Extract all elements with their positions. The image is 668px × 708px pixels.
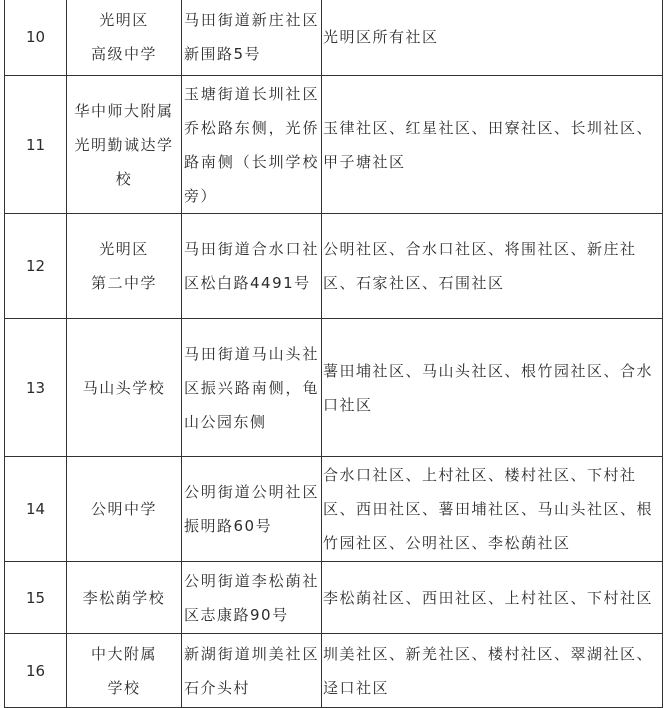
school-address: 新湖街道圳美社区石介头村 [182, 634, 322, 708]
school-name: 公明中学 [67, 457, 182, 562]
school-address: 公明街道公明社区振明路60号 [182, 457, 322, 562]
school-address: 马田街道合水口社区松白路4491号 [182, 214, 322, 319]
enrollment-areas: 玉律社区、红星社区、田寮社区、长圳社区、甲子塘社区 [322, 76, 663, 214]
row-number: 13 [5, 319, 67, 457]
table-row [5, 319, 663, 457]
school-name [67, 214, 182, 319]
school-address: 马田街道新庄社区新围路5号 [182, 0, 322, 76]
row-number: 16 [5, 634, 67, 708]
school-name: 华中师大附属光明勤诚达学校 [67, 76, 182, 214]
row-number: 12 [5, 214, 67, 319]
school-name: 李松蓢学校 [67, 562, 182, 634]
table-row [5, 634, 663, 708]
table-row [5, 76, 663, 214]
table-row [5, 457, 663, 562]
school-address: 玉塘街道长圳社区乔松路东侧，光侨路南侧（长圳学校旁） [182, 76, 322, 214]
enrollment-areas: 合水口社区、上村社区、楼村社区、下村社区、西田社区、薯田埔社区、马山头社区、根竹园社区、公明社区、李松蓢社区 [322, 457, 663, 562]
row-number: 10 [5, 0, 67, 76]
enrollment-areas: 公明社区、合水口社区、将围社区、新庄社区、石家社区、石围社区 [322, 214, 663, 319]
school-name [67, 0, 182, 76]
row-number: 11 [5, 76, 67, 214]
school-name [67, 634, 182, 708]
school-name-text: 中大附属 学校 [90, 644, 157, 697]
school-district-table [4, 0, 663, 708]
school-name-text: 光明区 高级中学 [90, 11, 157, 63]
enrollment-areas: 李松蓢社区、西田社区、上村社区、下村社区 [322, 562, 663, 634]
row-number: 14 [5, 457, 67, 562]
enrollment-areas: 圳美社区、新羌社区、楼村社区、翠湖社区、迳口社区 [322, 634, 663, 708]
table-row [5, 0, 663, 76]
enrollment-areas: 薯田埔社区、马山头社区、根竹园社区、合水口社区 [322, 319, 663, 457]
table-row [5, 214, 663, 319]
table-row [5, 562, 663, 634]
school-name-text: 光明区 第二中学 [90, 240, 157, 292]
school-name: 马山头学校 [67, 319, 182, 457]
school-address: 马田街道马山头社区振兴路南侧，龟山公园东侧 [182, 319, 322, 457]
row-number: 15 [5, 562, 67, 634]
enrollment-areas: 光明区所有社区 [322, 0, 663, 76]
school-address: 公明街道李松蓢社区志康路90号 [182, 562, 322, 634]
